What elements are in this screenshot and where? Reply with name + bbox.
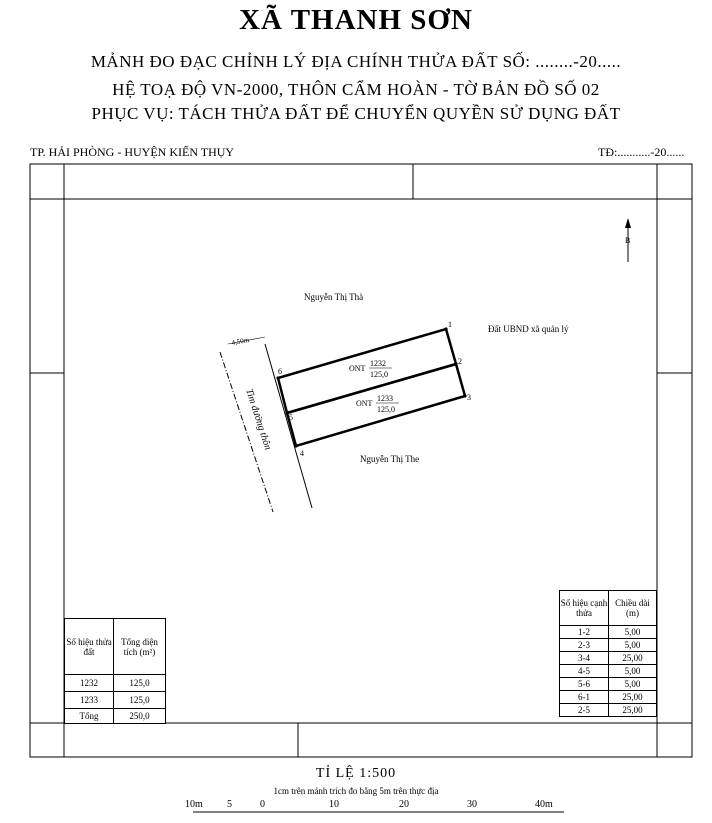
road-label: Tim đường thôn — [243, 387, 274, 452]
edge-header-length: Chiều dài (m) — [609, 591, 657, 626]
vertex-point — [276, 376, 279, 379]
road-width-label: 4,50m — [230, 336, 250, 347]
scale-tick-label: 5 — [227, 799, 232, 810]
owner-top: Nguyễn Thị Thà — [304, 292, 364, 302]
header-location: TP. HẢI PHÒNG - HUYỆN KIẾN THỤY — [30, 145, 235, 159]
scale-tick-label: 40m — [535, 799, 553, 810]
edge-row-id: 5-6 — [560, 678, 609, 691]
edge-row-length: 5,00 — [609, 626, 657, 639]
owner-right: Đất UBND xã quản lý — [488, 324, 569, 334]
area-row-id: 1232 — [65, 675, 114, 692]
area-header-area: Tổng diện tích (m²) — [114, 619, 166, 675]
parcel-1233-area: 125,0 — [377, 405, 395, 414]
scale-tick-label: 10 — [329, 799, 339, 810]
scale-tick-label: 0 — [260, 799, 265, 810]
vertex-label: 4 — [300, 449, 304, 458]
edge-row-length: 25,00 — [609, 704, 657, 717]
north-arrow-head-icon — [625, 218, 631, 228]
edge-row-id: 2-3 — [560, 639, 609, 652]
area-header-id: Số hiệu thửa đất — [65, 619, 114, 675]
vertex-label: 2 — [458, 357, 462, 366]
owner-bottom: Nguyễn Thị The — [360, 454, 420, 464]
area-row-id: 1233 — [65, 692, 114, 709]
subtitle-line-2: HỆ TOẠ ĐỘ VN-2000, THÔN CẨM HOÀN - TỜ BẢN ĐỒ SỐ 02 — [112, 80, 600, 99]
scale-tick-label: 10m — [185, 799, 203, 810]
area-total-value: 250,0 — [114, 709, 166, 724]
area-row-value: 125,0 — [114, 692, 166, 709]
vertex-label: 3 — [467, 393, 471, 402]
header-td: TĐ:...........-20...... — [598, 145, 685, 159]
road-edge — [265, 344, 312, 508]
parcel-1232-number: 1232 — [370, 359, 386, 368]
vertex-label: 5 — [289, 413, 293, 422]
parcel-1233-code: ONT — [356, 399, 373, 408]
edge-row-id: 3-4 — [560, 652, 609, 665]
edge-row-id: 2-5 — [560, 704, 609, 717]
edge-table — [559, 590, 657, 717]
edge-row-length: 5,00 — [609, 639, 657, 652]
scale-subtitle: 1cm trên mảnh trích đo bằng 5m trên thực địa — [273, 786, 439, 796]
edge-row-length: 25,00 — [609, 691, 657, 704]
area-total-label: Tổng — [65, 709, 114, 724]
edge-header-id: Số hiệu cạnh thửa — [560, 591, 609, 626]
scale-tick-label: 30 — [467, 799, 477, 810]
edge-row-length: 5,00 — [609, 665, 657, 678]
edge-row-id: 1-2 — [560, 626, 609, 639]
vertex-label: 1 — [448, 320, 452, 329]
subtitle-line-3: PHỤC VỤ: TÁCH THỬA ĐẤT ĐỂ CHUYỂN QUYỀN SỬ DỤNG ĐẤT — [91, 104, 621, 123]
vertex-label: 6 — [278, 367, 282, 376]
page-title: XÃ THANH SƠN — [239, 4, 473, 36]
vertex-point — [294, 444, 297, 447]
area-table — [64, 618, 166, 724]
edge-row-length: 5,00 — [609, 678, 657, 691]
scale-title: TỈ LỆ 1:500 — [315, 766, 397, 781]
parcel-1233-number: 1233 — [377, 394, 393, 403]
parcel-1232-area: 125,0 — [370, 370, 388, 379]
subtitle-line-1: MẢNH ĐO ĐẠC CHỈNH LÝ ĐỊA CHÍNH THỬA ĐẤT SỐ: ........-20..... — [90, 52, 622, 71]
edge-row-id: 4-5 — [560, 665, 609, 678]
parcel-1232-code: ONT — [349, 364, 366, 373]
edge-row-length: 25,00 — [609, 652, 657, 665]
scale-tick-label: 20 — [399, 799, 409, 810]
area-row-value: 125,0 — [114, 675, 166, 692]
north-label: B — [625, 236, 631, 245]
edge-row-id: 6-1 — [560, 691, 609, 704]
